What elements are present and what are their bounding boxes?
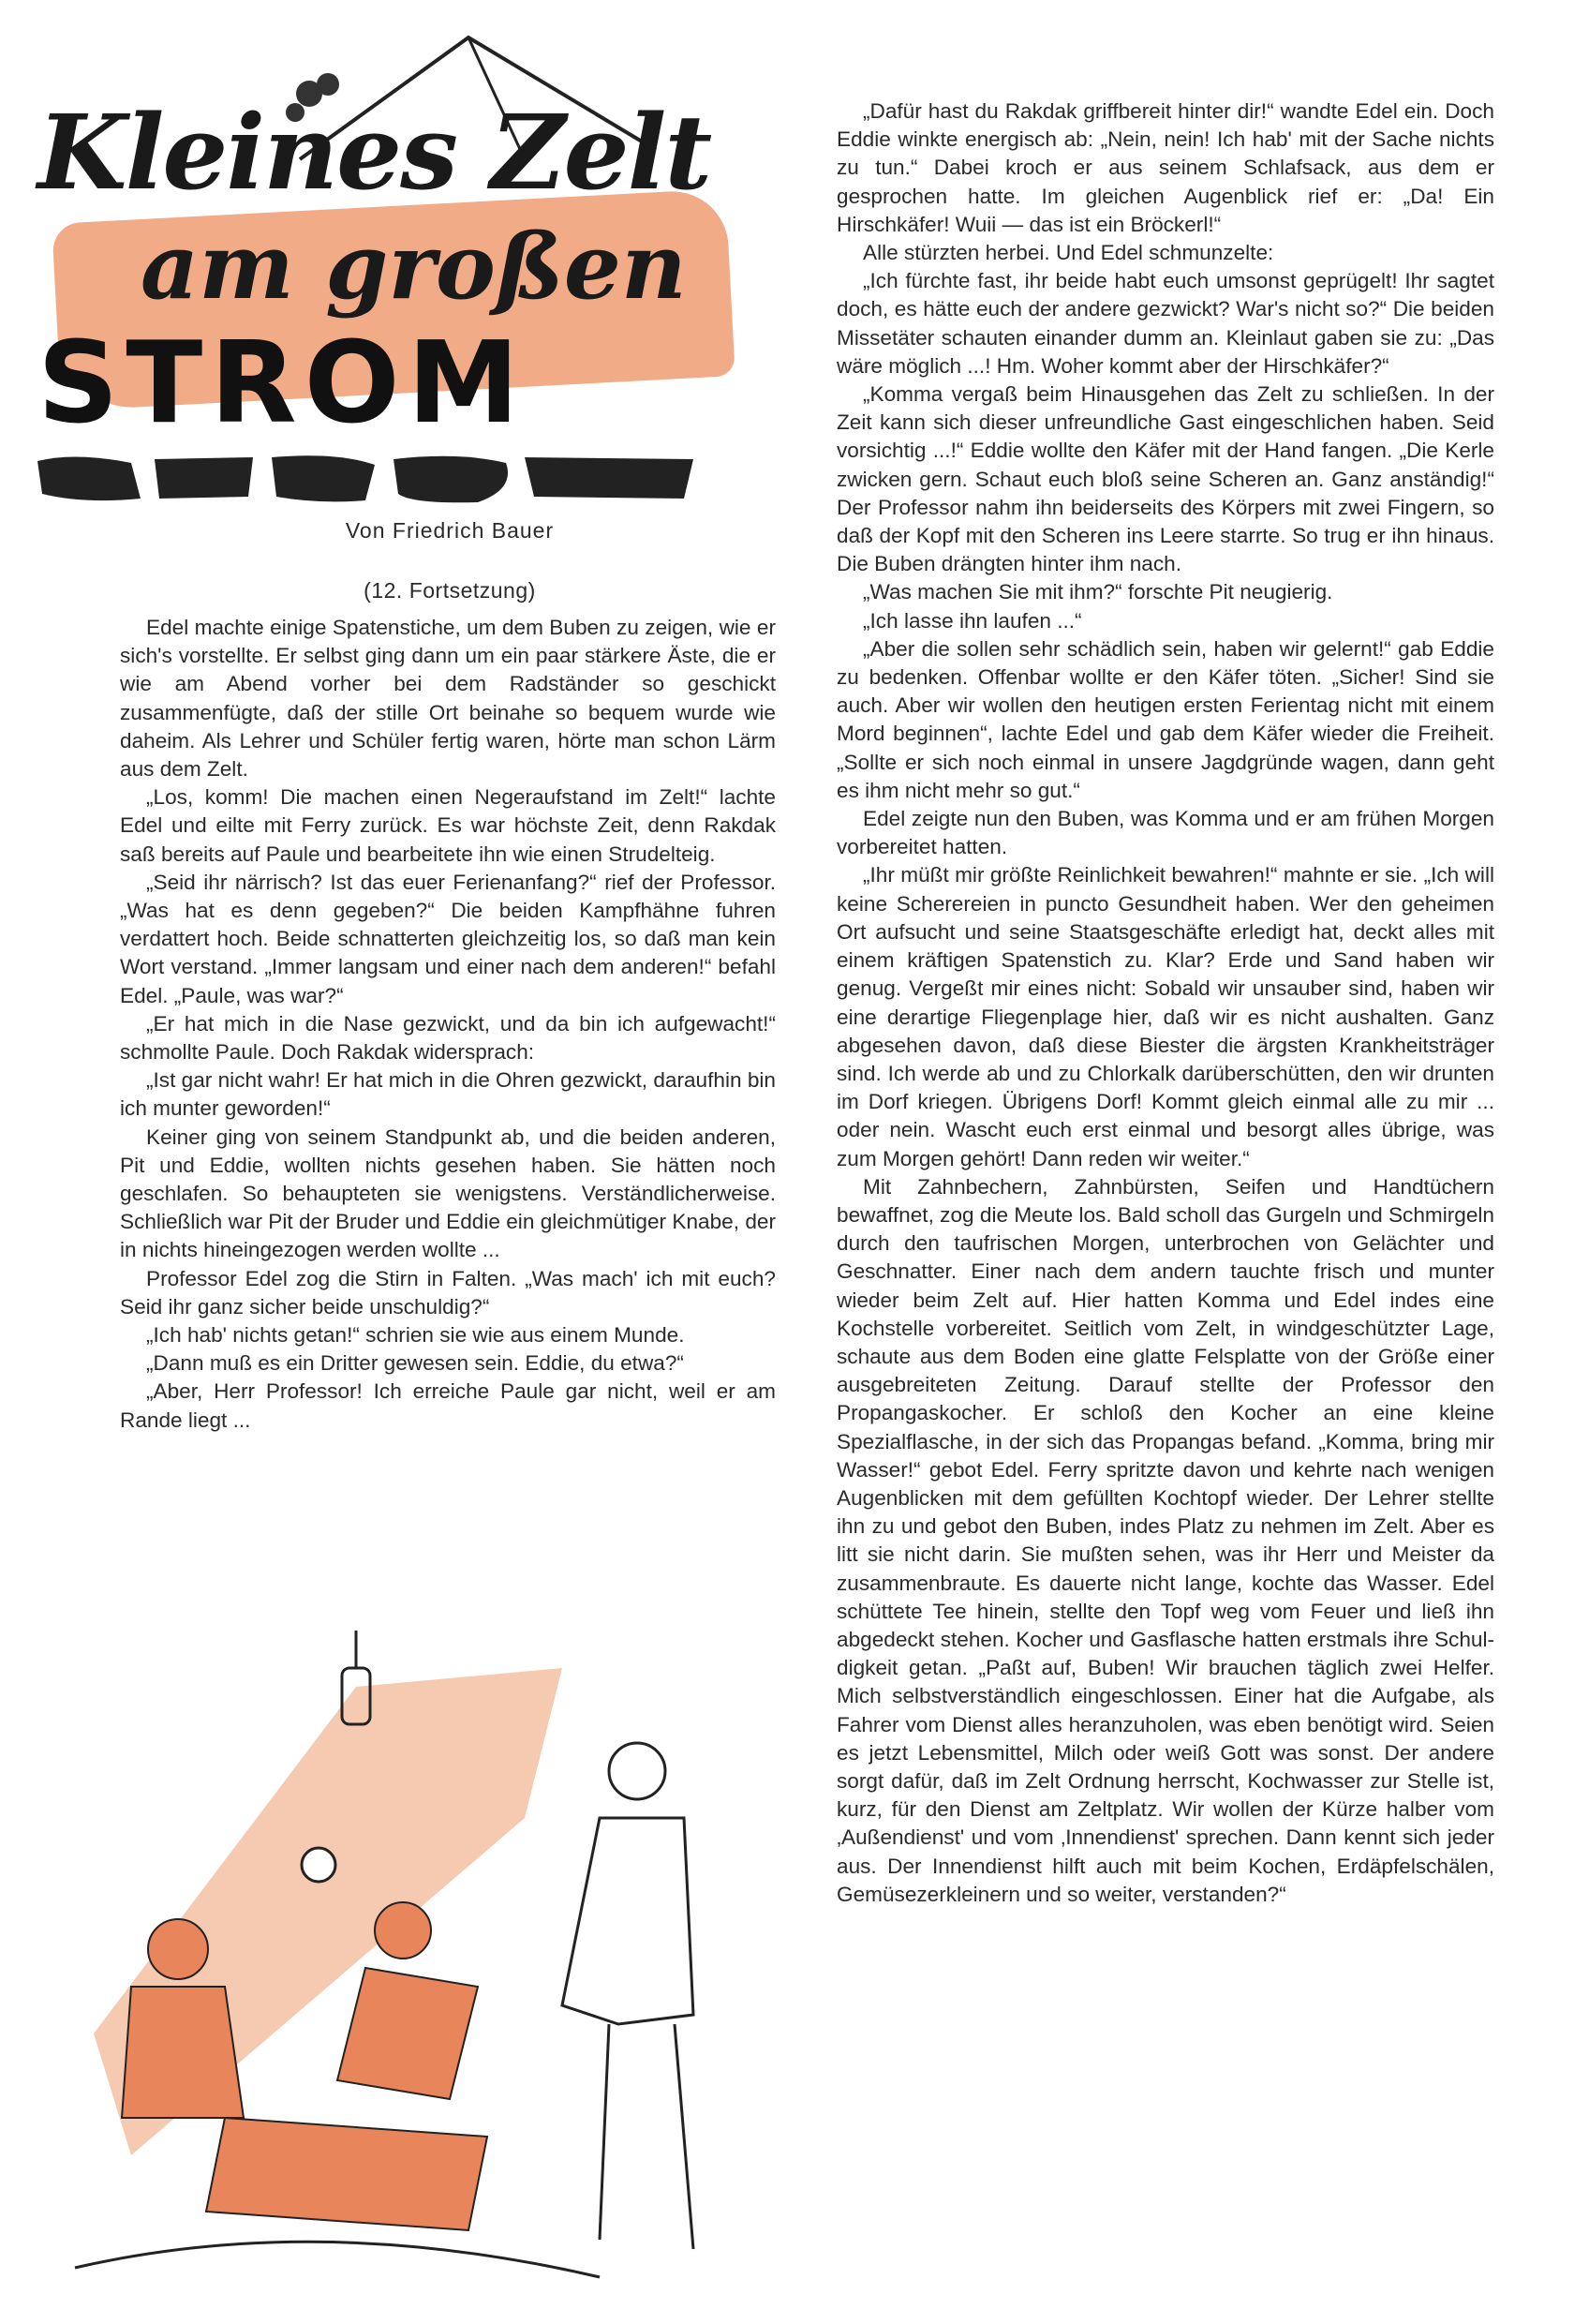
paragraph: „Aber die sollen sehr schädlich sein, haben wir gelernt!“ gab Eddie zu bedenken. Offenbar wollte er den Käfer töten. „Sicher! Sind sie auch. Aber wir wollen den heutigen ersten Ferientag nicht mit einem Mord beginnen“, lachte Edel und gab dem Käfer wieder die Freiheit. „Sollte er sich noch einmal in unsere Jagdgründe wagen, dann geht es ihm nicht mehr so gut.“ [837,636,1494,802]
paragraph: „Ich lasse ihn laufen ...“ [863,608,1082,633]
paragraph: „Aber, Herr Professor! Ich erreiche Paule gar nicht, weil er am Rande liegt ... [120,1379,776,1432]
title-artwork [0,19,806,506]
right-column [837,97,1494,1909]
title-reflection-decoration [37,452,712,504]
paragraph: „Seid ihr närrisch? Ist das euer Ferienanfang?“ rief der Professor. „Was hat es denn gegeben?“ Die beiden Kampfhähne fuhren verdattert hoch. Beide schnatterten gleichzeitig los, so daß man kein Wort verstand. „Immer langsam und einer nach dem anderen!“ befahl Edel. „Paule, was war?“ [120,870,776,1007]
left-column [120,614,776,1435]
paragraph: „Was machen Sie mit ihm?“ forschte Pit neugierig. [863,580,1333,604]
paragraph: „Los, komm! Die machen einen Negeraufstand im Zelt!“ lachte Edel und eilte mit Ferry zurück. Es war höchste Zeit, denn Rakdak saß bereits auf Paule und bearbeitete ihn wie einen Strudelteig. [120,785,776,866]
paragraph: Professor Edel zog die Stirn in Falten. „Was mach' ich mit euch? Seid ihr ganz sicher beide unschuldig?“ [120,1266,776,1318]
title-line-1: Kleines Zelt [37,92,711,213]
title-line-2: am großen [141,214,687,320]
paragraph: „Er hat mich in die Nase gezwickt, und da bin ich aufgewacht!“ schmollte Paule. Doch Rakdak widersprach: [120,1011,776,1065]
paragraph: Keiner ging von seinem Standpunkt ab, und die beiden anderen, Pit und Eddie, wollten nichts gesehen haben. Sie hätten noch geschlafen. So behaupteten sie wenigstens. Verständlicherweise. Schließlich war Pit der Bruder und Eddie ein gleichmütiger Knabe, der in nichts hineingezogen werden wollte ... [120,1125,776,1262]
author-byline: Von Friedrich Bauer [345,518,555,543]
paragraph: „Komma vergaß beim Hinausgehen das Zelt zu schließen. In der Zeit kann sich dieser unfreundliche Gast eingeschlichen haben. Seid vorsichtig ...!“ Eddie wollte den Käfer mit der Hand fangen. „Die Kerle zwicken gern. Schaut euch bloß seine Scheren an. Ganz anständig!“ Der Professor nahm ihn beiderseits des Körpers mit zwei Fingern, so daß der Kopf mit den Scheren ins Leere starrte. So trug er ihn hinaus. Die Buben drängten hinter ihm nach. [837,382,1494,576]
paragraph: Edel machte einige Spatenstiche, um dem Buben zu zeigen, wie er sich's vorstellte. Er selbst ging dann um ein paar stärkere Äste, die er wie am Abend vorher bei dem Radständer so geschickt zusammenfügte, daß der stille Ort beinahe so bequem wurde wie daheim. Als Lehrer und Schüler fertig waren, hörte man schon Lärm aus dem Zelt. [120,616,776,782]
paragraph: „Dafür hast du Rakdak griffbereit hinter dir!“ wandte Edel ein. Doch Eddie winkte energisch ab: „Nein, nein! Ich hab' mit der Sache nichts zu tun.“ Dabei kroch er aus seinem Schlafsack, aus dem er gesprochen hatte. Im gleichen Augenblick rief er: „Da! Ein Hirschkäfer! Wuii — das ist ein Bröckerl!“ [837,99,1494,236]
paragraph: Mit Zahnbechern, Zahnbürsten, Seifen und Handtüchern bewaffnet, zog die Meute los. Bald scholl das Gurgeln und Schmirgeln durch den taufrischen Morgen, unterbrochen von Gelächter und Geschnatter. Einer nach dem andern tauchte frisch und munter wieder beim Zelt auf. Hier hatten Komma und Edel indes eine Kochstelle vorbereitet. Seitlich vom Zelt, in windgeschützter Lage, schaute aus dem Boden eine glatte Felsplatte von der Größe einer ausgebreiteten Zeitung. Darauf stellte der Professor den Propangaskocher. Er schloß den Kocher an eine kleine Spezialflasche, in der sich das Propangas befand. „Komma, bring mir Wasser!“ gebot Edel. Ferry spritzte davon und kehrte nach wenigen Augenblicken mit dem gefüllten Kochtopf wieder. Der Lehrer stellte ihn zu und gebot den Buben, indes Platz zu nehmen im Zelt. Aber es litt sie nicht darin. Sie mußten sehen, was ihr Herr und Meister da zusammenbraute. Es dauerte nicht lange, kochte das Wasser. Edel schüttete Tee hinein, stellte den Topf weg vom Feuer und ließ ihn abgedeckt stehen. Kocher und Gasflasche hatten erstmals ihre Schuldigkeit getan. „Paßt auf, Buben! Wir brauchen täglich zwei Helfer. Mich selbstverständlich eingeschlossen. Einer hat die Aufgabe, als Fahrer vom Dienst alles heranzuholen, was eben benötigt wird. Seien es jetzt Lebensmittel, Milch oder weiß Gott was sonst. Der andere sorgt dafür, daß im Zelt Ordnung herrscht, Kochwasser zur Stelle ist, kurz, für den Dienst am Zeltplatz. Wir wollen der Kürze halber vom ‚Außendienst' und vom ‚Innendienst' sprechen. Dann kennt sich jeder aus. Der Innendienst hilft auch mit beim Kochen, Erdäpfelschälen, Gemüsezerkleinern und so weiter, verstanden?“ [837,1174,1494,1906]
installment-label: (12. Fortsetzung) [364,578,536,603]
paragraph: „Dann muß es ein Dritter gewesen sein. Eddie, du etwa?“ [146,1351,684,1376]
paragraph: „Ich fürchte fast, ihr beide habt euch umsonst geprügelt! Ihr sagtet doch, es hätte euch der andere gezwickt? War's nicht so?“ Die beiden Missetäter schauten einander dumm an. Kleinlaut gaben sie zu: „Das wäre möglich ...! Hm. Woher kommt aber der Hirschkäfer?“ [837,269,1494,378]
tent-scene-illustration [37,1631,787,2287]
paragraph: Alle stürzten herbei. Und Edel schmunzelte: [863,241,1274,265]
paragraph: „Ihr müßt mir größte Reinlichkeit bewahren!“ mahnte er sie. „Ich will keine Scherereien in puncto Gesundheit haben. Wer den geheimen Ort aufsucht und seine Staatsgeschäfte erledigt hat, deckt alles mit einem kräftigen Spatenstich zu. Klar? Erde und Sand haben wir genug. Vergeßt mir eines nicht: Sobald wir unsauber sind, haben wir eine derartige Fliegenplage hier, daß wir es nicht aushalten. Ganz abgesehen davon, daß diese Biester die ärgsten Krankheitsträger sind. Ich werde ab und zu Chlorkalk darüberschütten, den wir drunten im Dorf kriegen. Übrigens Dorf! Kommt gleich einmal alle zu mir ... oder nein. Wascht euch erst einmal und besorgt alles übrige, was zum Morgen gehört! Dann reden wir weiter.“ [837,863,1494,1170]
paragraph: „Ich hab' nichts getan!“ schrien sie wie aus einem Munde. [146,1323,685,1348]
paragraph: Edel zeigte nun den Buben, was Komma und er am frühen Morgen vorbereitet hatten. [837,807,1494,859]
title-line-3: STROM [37,319,527,449]
paragraph: „Ist gar nicht wahr! Er hat mich in die Ohren gezwickt, daraufhin bin ich munter geworden!“ [120,1068,776,1121]
